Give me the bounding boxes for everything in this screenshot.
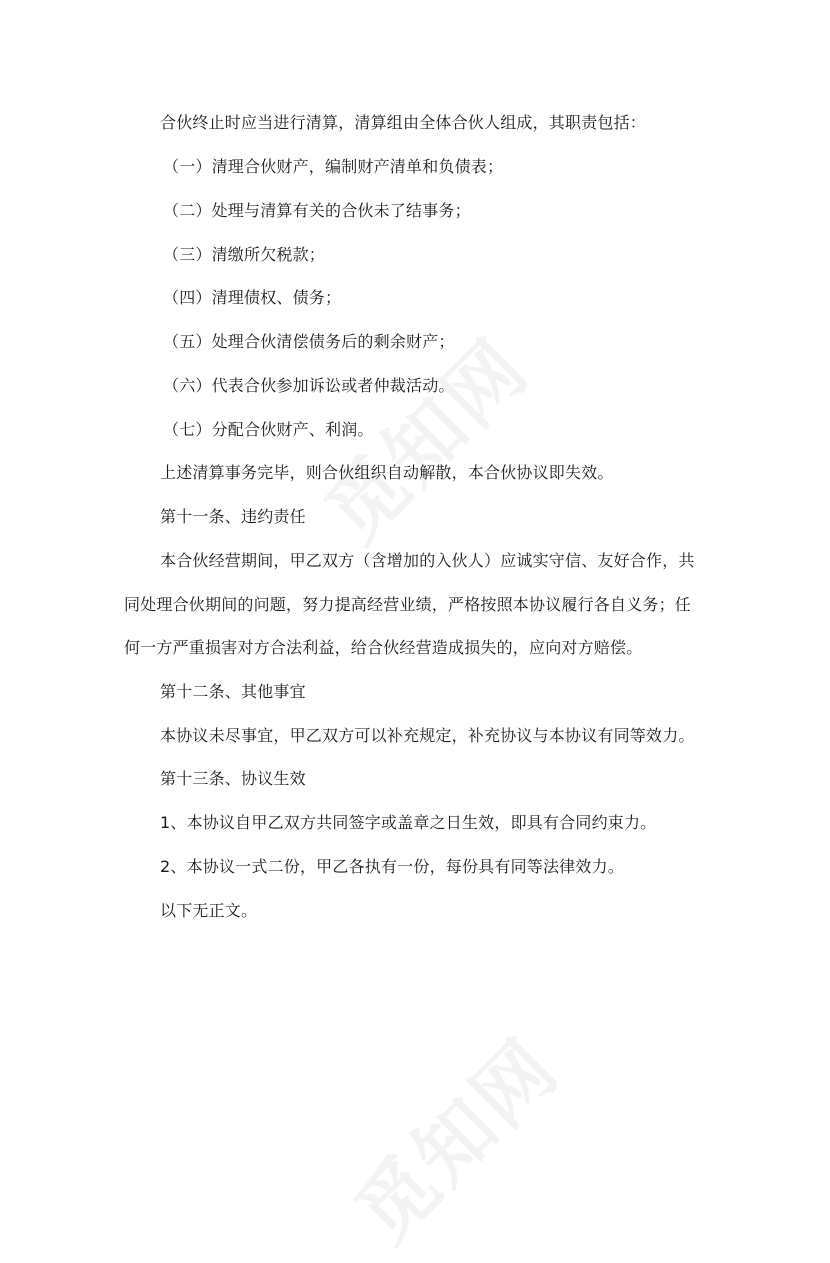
clause-intro: 合伙终止时应当进行清算，清算组由全体合伙人组成，其职责包括： xyxy=(160,113,647,132)
body-text-other-matters: 本协议未尽事宜，甲乙双方可以补充规定，补充协议与本协议有同等效力。 xyxy=(160,726,695,745)
list-item-1: （一）清理合伙财产，编制财产清单和负债表； xyxy=(163,157,504,176)
list-item-2: （二）处理与清算有关的合伙未了结事务； xyxy=(163,201,471,220)
body-text-line-1: 本合伙经营期间，甲乙双方（含增加的入伙人）应诚实守信、友好合作，共 xyxy=(160,551,695,570)
watermark-bottom xyxy=(326,1009,579,1262)
body-text-line-2: 同处理合伙期间的问题，努力提高经营业绩，严格按照本协议履行各自义务；任 xyxy=(124,595,692,614)
effect-clause-2: 2、本协议一式二份，甲乙各执有一份，每份具有同等法律效力。 xyxy=(160,857,624,876)
list-item-5: （五）处理合伙清偿债务后的剩余财产； xyxy=(163,332,455,351)
body-text-line-3: 何一方严重损害对方合法利益，给合伙经营造成损失的，应向对方赔偿。 xyxy=(124,638,643,657)
section-heading-12: 第十二条、其他事宜 xyxy=(160,682,306,701)
effect-clause-1: 1、本协议自甲乙双方共同签字或盖章之日生效，即具有合同约束力。 xyxy=(160,813,657,832)
list-item-6: （六）代表合伙参加诉讼或者仲裁活动。 xyxy=(163,376,455,395)
list-item-7: （七）分配合伙财产、利润。 xyxy=(163,420,374,439)
list-item-3: （三）清缴所欠税款； xyxy=(163,245,326,264)
list-item-4: （四）清理债权、债务； xyxy=(163,288,342,307)
end-of-text: 以下无正文。 xyxy=(160,901,258,920)
section-heading-13: 第十三条、协议生效 xyxy=(160,769,306,788)
section-heading-11: 第十一条、违约责任 xyxy=(160,507,306,526)
clause-conclusion: 上述清算事务完毕，则合伙组织自动解散，本合伙协议即失效。 xyxy=(160,463,614,482)
